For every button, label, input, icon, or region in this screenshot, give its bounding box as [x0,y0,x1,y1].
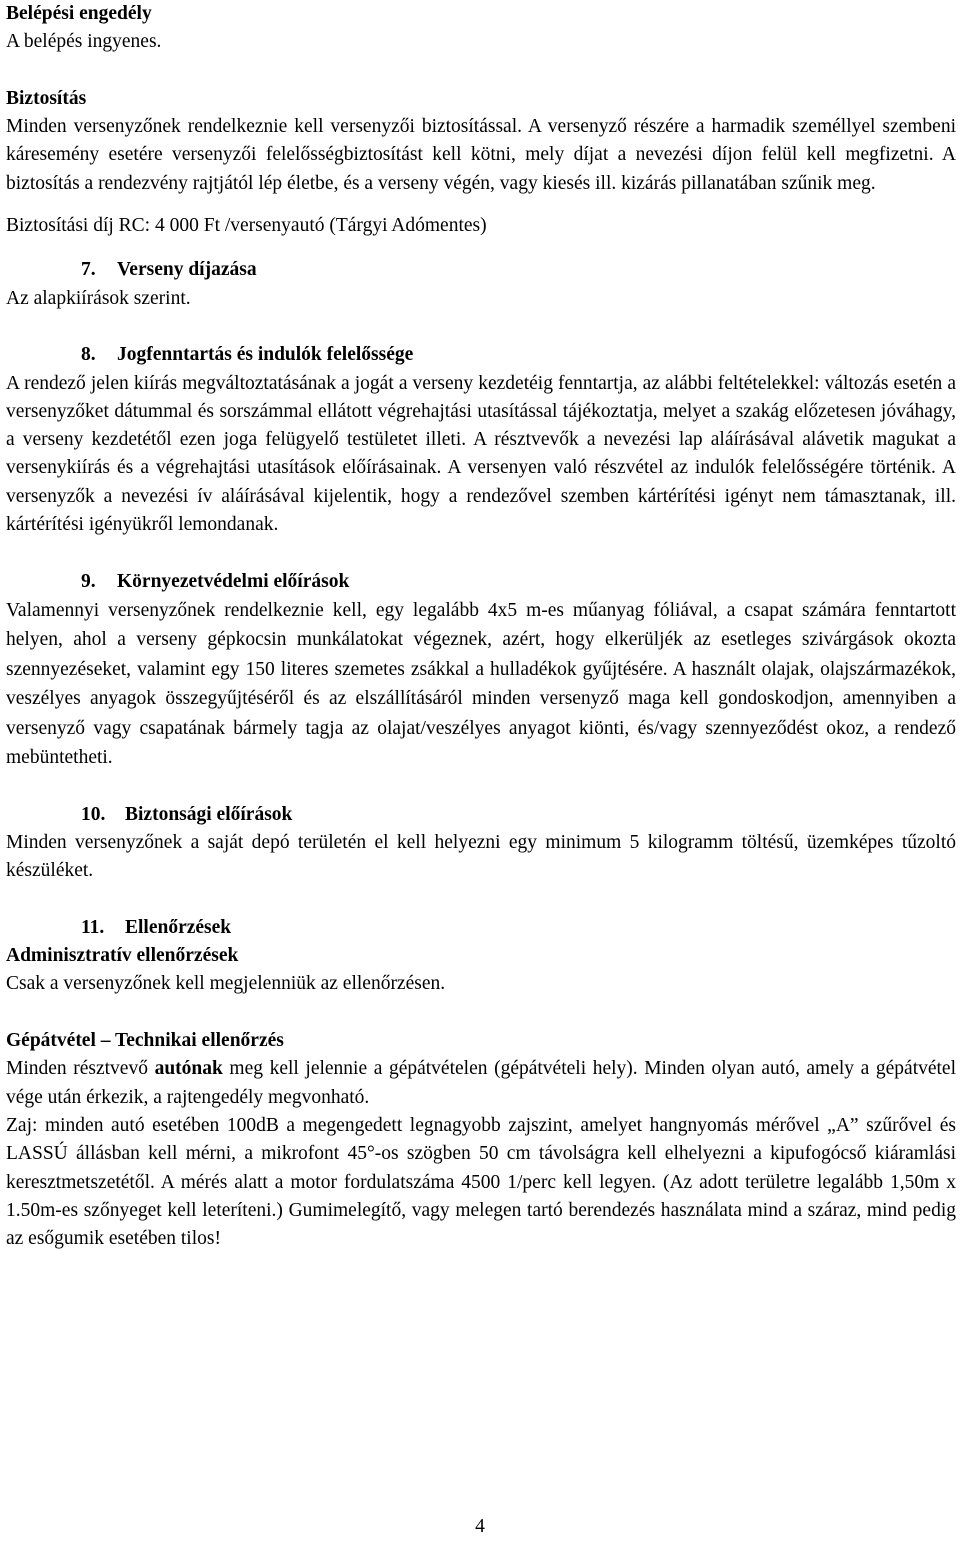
text-run: Minden résztvevő [6,1058,155,1080]
section-heading [6,341,956,369]
section-11 [6,914,956,1254]
spacer [6,772,956,800]
spacer [6,999,956,1027]
section-heading [6,801,956,829]
section-heading [6,256,956,284]
section-text: A belépés ingyenes. [6,31,162,53]
section-7 [6,256,956,313]
spacer [6,198,956,212]
section-8 [6,341,956,539]
subsection-title: Adminisztratív ellenőrzések [6,945,239,967]
section-heading [6,568,956,596]
section-entry-permit [6,0,956,57]
section-text: Az alapkiírások szerint. [6,287,191,309]
noise-rule-text: Zaj: minden autó esetében 100dB a megengedett legnagyobb zajszint, amelyet hangnyomás mérővel „A” szűrővel és LASSÚ állásban kell mérni, a mikrofont 45°-os szögben 50 cm távolságra kell elhelyezni a kipufogócső kiáramlási keresztmetszetétől. A mérés alatt a motor fordulatszáma 4500 1/perc kell legyen. (Az adott területre legalább 1,50m x 1.50m-es szőnyeget kell leteríteni.) Gumimelegítő, vagy melegen tartó berendezés használata mind a száraz, mind pedig az esőgumik esetében tilos! [6,1114,956,1250]
spacer [6,57,956,85]
section-text: Minden versenyzőnek rendelkeznie kell versenyzői biztosítással. A versenyző részére a harmadik személlyel szembeni káresemény esetére versenyzői felelősségbiztosítást kell kötni, mely díjat a nevezési díjon felül kell megfizetni. A biztosítás a rendezvény rajtjától lép életbe, és a verseny végén, vagy kiesés ill. kizárás pillanatában szűnik meg. [6,116,956,194]
section-text: Minden versenyzőnek a saját depó területén el kell helyezni egy minimum 5 kilogramm töltésű, üzemképes tűzoltó készüléket. [6,831,956,882]
section-title: Környezetvédelmi előírások [117,570,350,592]
section-number: 8. [81,344,96,366]
section-insurance [6,85,956,240]
subsection-text: Csak a versenyzőnek kell megjelenniük az ellenőrzésen. [6,973,446,995]
section-title: Verseny díjazása [117,259,257,281]
section-number: 9. [81,570,96,592]
page-number: 4 [475,1516,485,1537]
section-number: 10. [81,803,106,825]
insurance-fee: Biztosítási díj RC: 4 000 Ft /versenyautó (Tárgyi Adómentes) [6,215,487,237]
section-title: Jogfenntartás és indulók felelőssége [117,344,414,366]
section-text: Valamennyi versenyzőnek rendelkeznie kell, egy legalább 4x5 m-es műanyag fóliával, a csapat számára fenntartott helyen, ahol a verseny gépkocsin munkálatokat végeznek, azért, hogy elkerüljék az esetleges szivárgások okozta szennyezéseket, valamint egy 150 literes szemetes zsákkal a hulladékok gyűjtésére. A használt olajak, olajszármazékok, veszélyes anyagok összegyűjtéséről és az elszállításáról minden versenyző maga kell gondoskodjon, amennyiben a versenyző vagy csapatának bármely tagja az olajat/veszélyes anyagot kiönti, és/vagy szennyeződést okoz, a rendező mebüntetheti. [6,599,956,768]
spacer [6,313,956,341]
section-number: 11. [81,916,105,938]
section-text: A rendező jelen kiírás megváltoztatásának a jogát a verseny kezdetéig fenntartja, az alábbi feltételekkel: változás esetén a versenyzőket dátummal és sorszámmal ellátott végrehajtási utasítással tájékoztatja, melyet a szakág előzetesen jóváhagy, a verseny kezdetétől ezen joga felügyelő testületet illeti. A résztvevők a nevezési lap aláírásával alávetik magukat a versenykiírás és a végrehajtási utasítások előírásainak. A versenyen való részvétel az indulók felelősségére történik. A versenyzők a nevezési ív aláírásával kijelentik, hogy a rendezővel szemben kártérítési igényt nem támasztanak, ill. kártérítési igényükről lemondanak. [6,372,956,536]
text-run: meg kell jelennie a gépátvételen (gépátvételi hely). Minden olyan autó, amely a gépátvétel vége után érkezik, a rajtengedély megvonható. [6,1058,957,1108]
spacer [6,886,956,914]
section-title: Biztosítás [6,87,87,109]
document-page [6,0,956,1253]
section-title: Ellenőrzések [125,916,232,938]
section-number: 7. [81,259,96,281]
spacer [6,240,956,256]
section-10 [6,801,956,886]
section-title: Biztonsági előírások [125,803,293,825]
section-9 [6,568,956,773]
subsection-text [6,1055,956,1112]
section-heading [6,914,956,942]
section-title: Belépési engedély [6,3,152,24]
text-run-bold: autónak [154,1058,223,1080]
spacer [6,539,956,567]
subsection-title: Gépátvétel – Technikai ellenőrzés [6,1030,284,1052]
